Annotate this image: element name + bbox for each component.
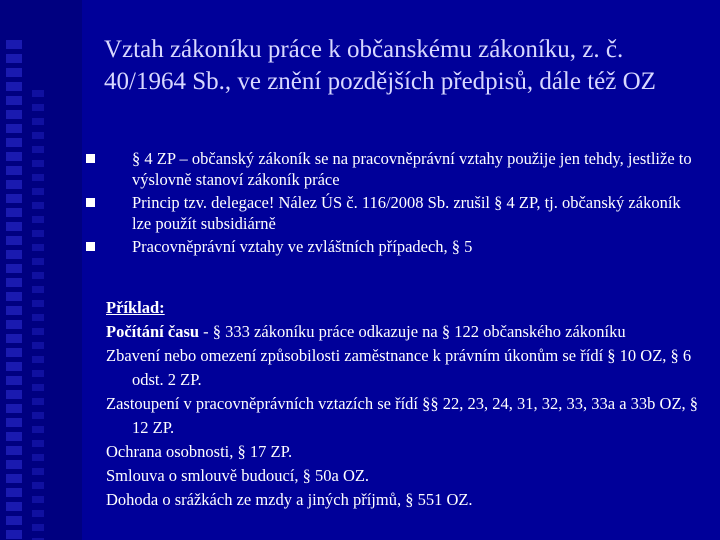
bullet-list	[86, 148, 696, 259]
slide-title: Vztah zákoníku práce k občanskému zákoníku, z. č. 40/1964 Sb., ve znění pozdějších předpisů, dále též OZ	[104, 36, 656, 95]
example-line-text: Dohoda o srážkách ze mzdy a jiných příjmů, § 551 OZ.	[106, 490, 473, 509]
example-line-text: - § 333 zákoníku práce odkazuje na § 122 občanského zákoníku	[199, 322, 626, 341]
square-bullet-icon	[86, 154, 95, 163]
example-line-text: Smlouva o smlouvě budoucí, § 50a OZ.	[106, 466, 370, 485]
bullet-item	[86, 236, 696, 257]
example-line	[106, 320, 706, 344]
bullet-item	[86, 148, 696, 190]
example-line	[106, 488, 706, 512]
bullet-text: Pracovněprávní vztahy ve zvláštních případech, § 5	[132, 237, 473, 256]
decorative-squares	[6, 40, 22, 540]
example-heading: Příklad:	[106, 298, 165, 317]
decorative-left-strip	[0, 0, 82, 540]
square-bullet-icon	[86, 242, 95, 251]
square-bullet-icon	[86, 198, 95, 207]
example-line-text: Zastoupení v pracovněprávních vztazích se řídí §§ 22, 23, 24, 31, 32, 33, 33a a 33b OZ, § 12 ZP.	[106, 394, 699, 437]
example-line	[106, 344, 706, 392]
example-section	[106, 296, 706, 512]
example-line	[106, 440, 706, 464]
example-line	[106, 464, 706, 488]
bullet-text: § 4 ZP – občanský zákoník se na pracovněprávní vztahy použije jen tehdy, jestliže to výslovně stanoví zákoník práce	[132, 149, 692, 189]
bullet-item	[86, 192, 696, 234]
example-line	[106, 392, 706, 440]
bullet-text: Princip tzv. delegace! Nález ÚS č. 116/2008 Sb. zrušil § 4 ZP, tj. občanský zákoník lze použít subsidiárně	[132, 193, 681, 233]
decorative-squares-inner	[32, 90, 44, 540]
example-line-bold: Počítání času	[106, 322, 200, 341]
example-line-text: Zbavení nebo omezení způsobilosti zaměstnance k právním úkonům se řídí § 10 OZ, § 6 odst. 2 ZP.	[106, 346, 692, 389]
example-line-text: Ochrana osobnosti, § 17 ZP.	[106, 442, 293, 461]
